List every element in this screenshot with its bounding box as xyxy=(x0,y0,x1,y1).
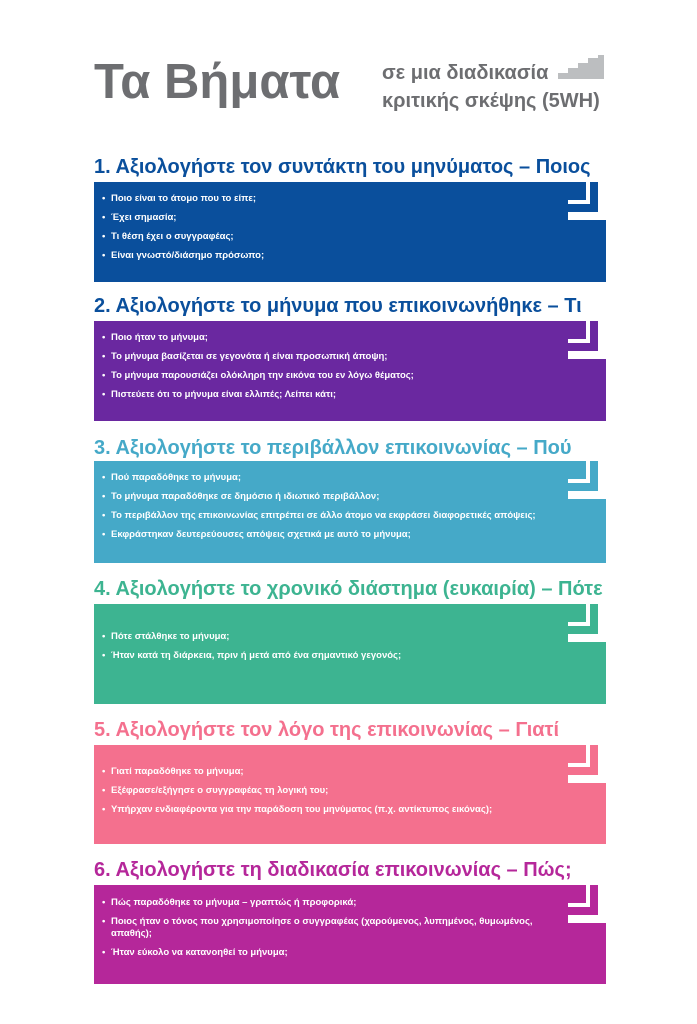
list-item: • Ποιος ήταν ο τόνος που χρησιμοποίησε ο συγγραφέας (χαρούμενος, λυπημένος, θυμωμένος, απαθής); xyxy=(102,916,562,940)
step-2-title: 2. Αξιολογήστε το μήνυμα που επικοινωνήθηκε – Τι xyxy=(94,295,582,317)
step-4-list xyxy=(102,631,594,669)
step-1-title: 1. Αξιολογήστε τον συντάκτη του μηνύματος – Ποιος xyxy=(94,156,591,178)
list-item: • Ποιο ήταν το μήνυμα; xyxy=(102,332,594,344)
step-6-list xyxy=(102,897,562,966)
step-6 xyxy=(94,858,606,984)
step-4 xyxy=(94,577,606,704)
step-4-title: 4. Αξιολογήστε το χρονικό διάστημα (ευκαιρία) – Πότε xyxy=(94,578,603,600)
corner-bracket-icon xyxy=(568,885,606,923)
page-title: Τα Βήματα xyxy=(94,55,341,109)
step-1-list xyxy=(102,193,594,269)
step-2 xyxy=(94,294,606,421)
list-item: • Υπήρχαν ενδιαφέροντα για την παράδοση του μηνύματος (π.χ. αντίκτυπος εικόνας); xyxy=(102,804,594,816)
stairs-icon xyxy=(558,55,604,79)
list-item: • Πότε στάλθηκε το μήνυμα; xyxy=(102,631,594,643)
list-item: • Είναι γνωστό/διάσημο πρόσωπο; xyxy=(102,250,594,262)
step-3 xyxy=(94,436,606,563)
list-item: • Ποιο είναι το άτομο που το είπε; xyxy=(102,193,594,205)
list-item: • Γιατί παραδόθηκε το μήνυμα; xyxy=(102,766,594,778)
step-1 xyxy=(94,155,606,282)
step-3-list xyxy=(102,472,594,548)
list-item: • Έχει σημασία; xyxy=(102,212,594,224)
step-5-list xyxy=(102,766,594,823)
list-item: • Εξέφρασε/εξήγησε ο συγγραφέας τη λογική του; xyxy=(102,785,594,797)
list-item: • Τι θέση έχει ο συγγραφέας; xyxy=(102,231,594,243)
list-item: • Το μήνυμα βασίζεται σε γεγονότα ή είναι προσωπική άποψη; xyxy=(102,351,594,363)
subtitle-line-2: κριτικής σκέψης (5WH) xyxy=(382,90,600,112)
list-item: • Ήταν εύκολο να κατανοηθεί το μήνυμα; xyxy=(102,947,562,959)
step-5-box xyxy=(94,745,606,844)
step-6-box xyxy=(94,885,606,984)
step-6-title: 6. Αξιολογήστε τη διαδικασία επικοινωνίας – Πώς; xyxy=(94,859,572,881)
step-4-box xyxy=(94,604,606,704)
list-item: • Πιστεύετε ότι το μήνυμα είναι ελλιπές; Λείπει κάτι; xyxy=(102,389,594,401)
step-2-box xyxy=(94,321,606,421)
step-5-title: 5. Αξιολογήστε τον λόγο της επικοινωνίας – Γιατί xyxy=(94,719,560,741)
step-3-title: 3. Αξιολογήστε το περιβάλλον επικοινωνίας – Πού xyxy=(94,437,572,459)
subtitle-line-1: σε μια διαδικασία xyxy=(382,62,549,84)
header xyxy=(94,52,614,122)
list-item: • Το περιβάλλον της επικοινωνίας επιτρέπει σε άλλο άτομο να εκφράσει διαφορετικές απόψεις; xyxy=(102,510,594,522)
step-3-box xyxy=(94,461,606,563)
list-item: • Ήταν κατά τη διάρκεια, πριν ή μετά από ένα σημαντικό γεγονός; xyxy=(102,650,594,662)
list-item: • Εκφράστηκαν δευτερεύουσες απόψεις σχετικά με αυτό το μήνυμα; xyxy=(102,529,594,541)
step-1-box xyxy=(94,182,606,282)
list-item: • Πού παραδόθηκε το μήνυμα; xyxy=(102,472,594,484)
list-item: • Το μήνυμα παραδόθηκε σε δημόσιο ή ιδιωτικό περιβάλλον; xyxy=(102,491,594,503)
step-2-list xyxy=(102,332,594,408)
step-5 xyxy=(94,718,606,844)
list-item: • Το μήνυμα παρουσιάζει ολόκληρη την εικόνα του εν λόγω θέματος; xyxy=(102,370,594,382)
list-item: • Πώς παραδόθηκε το μήνυμα – γραπτώς ή προφορικά; xyxy=(102,897,562,909)
